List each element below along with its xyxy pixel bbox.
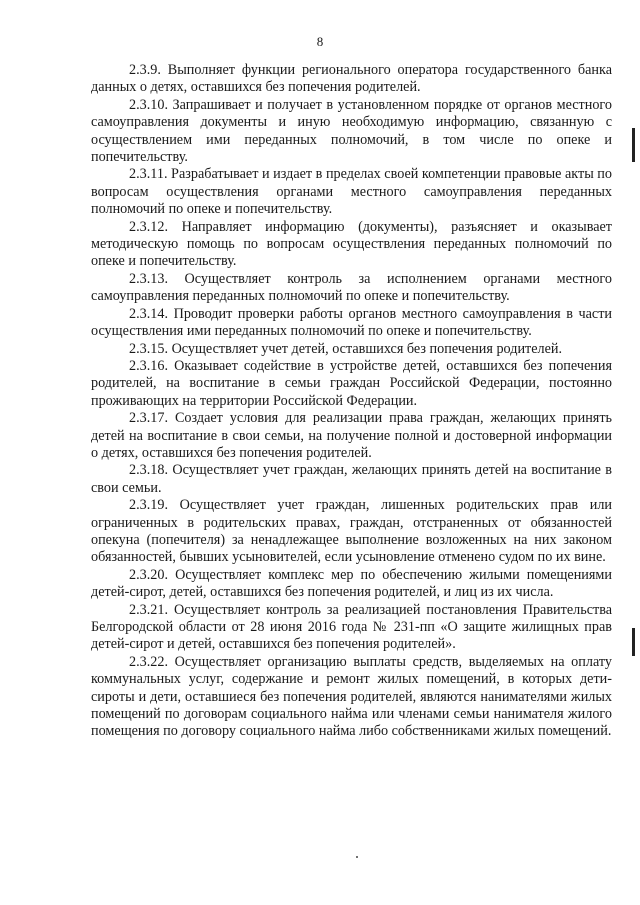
paragraph-2-3-9: 2.3.9. Выполняет функции регионального оператора государственного банка данных о детях, оставшихся без попечения родителей. xyxy=(91,62,612,96)
paragraph-2-3-21: 2.3.21. Осуществляет контроль за реализацией постановления Правительства Белгородской области от 28 июня 2016 года № 231-пп «О защите жилищных прав детей-сирот и детей, оставшихся без попечения родителей». xyxy=(91,601,612,653)
paragraph-2-3-12: 2.3.12. Направляет информацию (документы), разъясняет и оказывает методическую помощь по вопросам осуществления переданных полномочий по опеке и попечительству. xyxy=(91,218,612,270)
paragraph-2-3-13: 2.3.13. Осуществляет контроль за исполнением органами местного самоуправления переданных полномочий по опеке и попечительству. xyxy=(91,270,612,305)
paragraph-2-3-15: 2.3.15. Осуществляет учет детей, оставшихся без попечения родителей. xyxy=(129,340,563,357)
paragraph-2-3-11: 2.3.11. Разрабатывает и издает в пределах своей компетенции правовые акты по вопросам осуществления органами местного самоуправления переданных полномочий по опеке и попечительству. xyxy=(91,166,612,218)
page-number: 8 xyxy=(316,34,324,49)
paragraph-2-3-20: 2.3.20. Осуществляет комплекс мер по обеспечению жилыми помещениями детей-сирот, детей, оставшихся без попечения родителей, и лиц из их числа. xyxy=(91,566,612,601)
scan-edge-mark-bottom xyxy=(632,628,635,656)
paragraph-2-3-19: 2.3.19. Осуществляет учет граждан, лишенных родительских прав или ограниченных в родительских правах, граждан, отстраненных от обязанностей опекуна (попечителя) за ненадлежащее выполнение возложенных на них законом обязанностей, бывших усыновителей, если усыновление отменено судом по их вине. xyxy=(91,497,612,566)
scan-edge-mark-top xyxy=(632,128,635,162)
paragraph-2-3-14: 2.3.14. Проводит проверки работы органов местного самоуправления в части осуществления ими переданных полномочий по опеке и попечительству. xyxy=(91,305,612,340)
paragraph-2-3-18: 2.3.18. Осуществляет учет граждан, желающих принять детей на воспитание в свои семьи. xyxy=(91,462,612,496)
paragraph-2-3-10: 2.3.10. Запрашивает и получает в установленном порядке от органов местного самоуправления документы и иную необходимую информацию, связанную с осуществлением ими переданных полномочий, в том числе по опеке и попечительству. xyxy=(91,96,612,166)
paragraph-2-3-22: 2.3.22. Осуществляет организацию выплаты средств, выделяемых на оплату коммунальных услуг, содержание и ремонт жилых помещений, в которых дети-сироты и дети, оставшиеся без попечения родителей, являются нанимателями жилых помещений по договорам социального найма или членами семьи нанимателя жилого помещения по договору социального найма либо собственниками жилых помещений. xyxy=(91,653,612,740)
document-body xyxy=(91,62,612,741)
paragraph-2-3-16: 2.3.16. Оказывает содействие в устройстве детей, оставшихся без попечения родителей, на воспитание в семьи граждан Российской Федерации, постоянно проживающих на территории Российской Федерации. xyxy=(91,357,612,409)
scan-speck xyxy=(356,856,358,858)
paragraph-2-3-17: 2.3.17. Создает условия для реализации права граждан, желающих принять детей на воспитание в свои семьи, на получение полной и достоверной информации о детях, оставшихся без попечения родителей. xyxy=(91,410,612,461)
